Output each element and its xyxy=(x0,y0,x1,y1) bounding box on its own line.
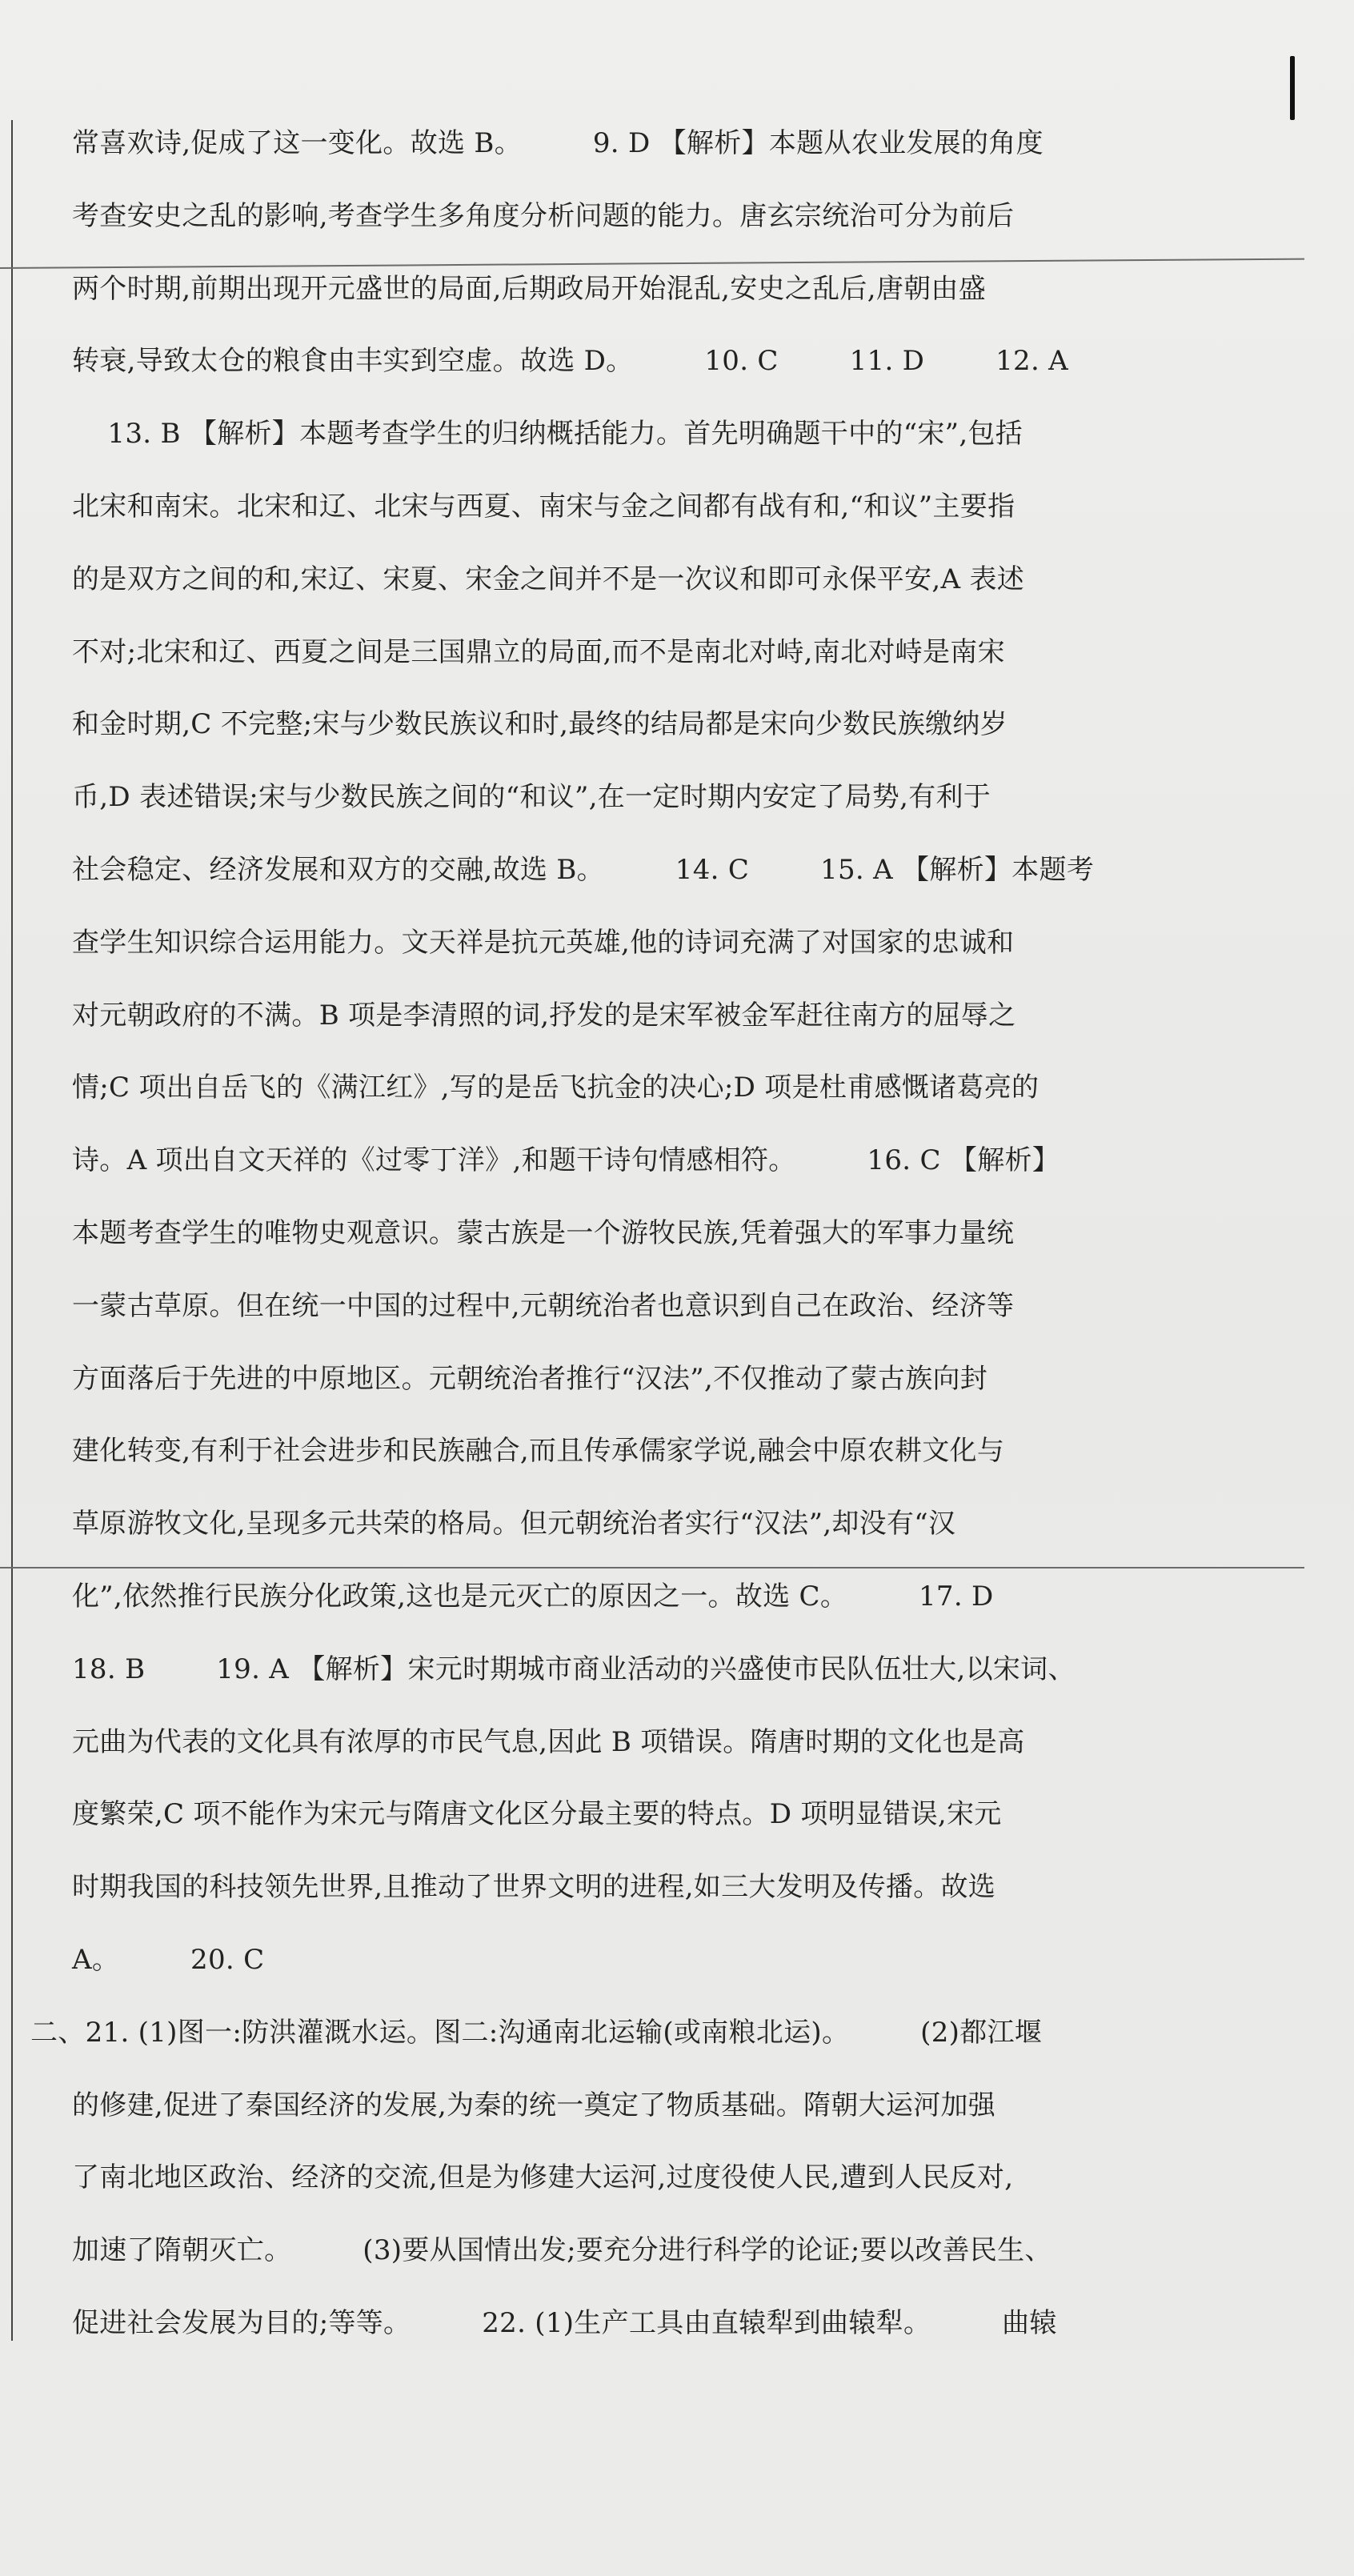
text-line-20: 草原游牧文化,呈现多元共荣的格局。但元朝统治者实行“汉法”,却没有“汉 xyxy=(72,1508,956,1540)
text-line-26: A。 20. C xyxy=(72,1943,265,1976)
text-line-7: 的是双方之间的和,宋辽、宋夏、宋金之间并不是一次议和即可永保平安,A 表述 xyxy=(72,563,1025,595)
text-line-4: 转衰,导致太仓的粮食由丰实到空虚。故选 D。 10. C 11. D 12. A xyxy=(72,345,1069,378)
text-line-27: 二、21. (1)图一:防洪灌溉水运。图二:沟通南北运输(或南粮北运)。 (2)都江堰 xyxy=(30,2016,1043,2049)
text-line-19: 建化转变,有利于社会进步和民族融合,而且传承儒家学说,融会中原农耕文化与 xyxy=(72,1435,1005,1468)
text-line-22: 18. B 19. A 【解析】宋元时期城市商业活动的兴盛使市民队伍壮大,以宋词、 xyxy=(72,1653,1076,1685)
left-margin-rule xyxy=(11,120,13,2341)
text-line-18: 方面落后于先进的中原地区。元朝统治者推行“汉法”,不仅推动了蒙古族向封 xyxy=(72,1362,988,1395)
text-line-24: 度繁荣,C 项不能作为宋元与隋唐文化区分最主要的特点。D 项明显错误,宋元 xyxy=(72,1798,1002,1831)
text-line-15: 诗。A 项出自文天祥的《过零丁洋》,和题干诗句情感相符。 16. C 【解析】 xyxy=(72,1144,1060,1177)
text-line-28: 的修建,促进了秦国经济的发展,为秦的统一奠定了物质基础。隋朝大运河加强 xyxy=(72,2089,996,2121)
text-line-21: 化”,依然推行民族分化政策,这也是元灭亡的原因之一。故选 C。 17. D xyxy=(72,1580,994,1613)
text-line-10: 币,D 表述错误;宋与少数民族之间的“和议”,在一定时期内安定了局势,有利于 xyxy=(72,781,991,814)
text-line-30: 加速了隋朝灭亡。 (3)要从国情出发;要充分进行科学的论证;要以改善民生、 xyxy=(72,2234,1052,2267)
text-line-16: 本题考查学生的唯物史观意识。蒙古族是一个游牧民族,凭着强大的军事力量统 xyxy=(72,1216,1015,1249)
text-line-6: 北宋和南宋。北宋和辽、北宋与西夏、南宋与金之间都有战有和,“和议”主要指 xyxy=(72,490,1016,523)
text-line-9: 和金时期,C 不完整;宋与少数民族议和时,最终的结局都是宋向少数民族缴纳岁 xyxy=(72,708,1007,741)
text-line-25: 时期我国的科技领先世界,且推动了世界文明的进程,如三大发明及传播。故选 xyxy=(72,1871,996,1904)
text-line-23: 元曲为代表的文化具有浓厚的市民气息,因此 B 项错误。隋唐时期的文化也是高 xyxy=(72,1725,1025,1758)
text-line-1: 常喜欢诗,促成了这一变化。故选 B。 9. D 【解析】本题从农业发展的角度 xyxy=(72,127,1044,159)
text-line-17: 一蒙古草原。但在统一中国的过程中,元朝统治者也意识到自己在政治、经济等 xyxy=(72,1289,1015,1322)
text-line-14: 情;C 项出自岳飞的《满江红》,写的是岳飞抗金的决心;D 项是杜甫感慨诸葛亮的 xyxy=(72,1072,1040,1104)
text-line-12: 查学生知识综合运用能力。文天祥是抗元英雄,他的诗词充满了对国家的忠诚和 xyxy=(72,926,1015,959)
text-line-31: 促进社会发展为目的;等等。 22. (1)生产工具由直辕犁到曲辕犁。 曲辕 xyxy=(72,2306,1057,2339)
answer-text-block xyxy=(30,118,1095,2371)
text-line-11: 社会稳定、经济发展和双方的交融,故选 B。 14. C 15. A 【解析】本题考 xyxy=(72,853,1095,886)
page-edge-mark xyxy=(1290,56,1295,120)
text-line-5: 13. B 【解析】本题考查学生的归纳概括能力。首先明确题干中的“宋”,包括 xyxy=(72,418,1024,451)
text-line-13: 对元朝政府的不满。B 项是李清照的词,抒发的是宋军被金军赶往南方的屈辱之 xyxy=(72,999,1016,1032)
text-line-2: 考查安史之乱的影响,考查学生多角度分析问题的能力。唐玄宗统治可分为前后 xyxy=(72,199,1015,232)
text-line-29: 了南北地区政治、经济的交流,但是为修建大运河,过度役使人民,遭到人民反对, xyxy=(72,2161,1014,2194)
text-line-3: 两个时期,前期出现开元盛世的局面,后期政局开始混乱,安史之乱后,唐朝由盛 xyxy=(72,272,987,305)
text-line-8: 不对;北宋和辽、西夏之间是三国鼎立的局面,而不是南北对峙,南北对峙是南宋 xyxy=(72,635,1005,668)
